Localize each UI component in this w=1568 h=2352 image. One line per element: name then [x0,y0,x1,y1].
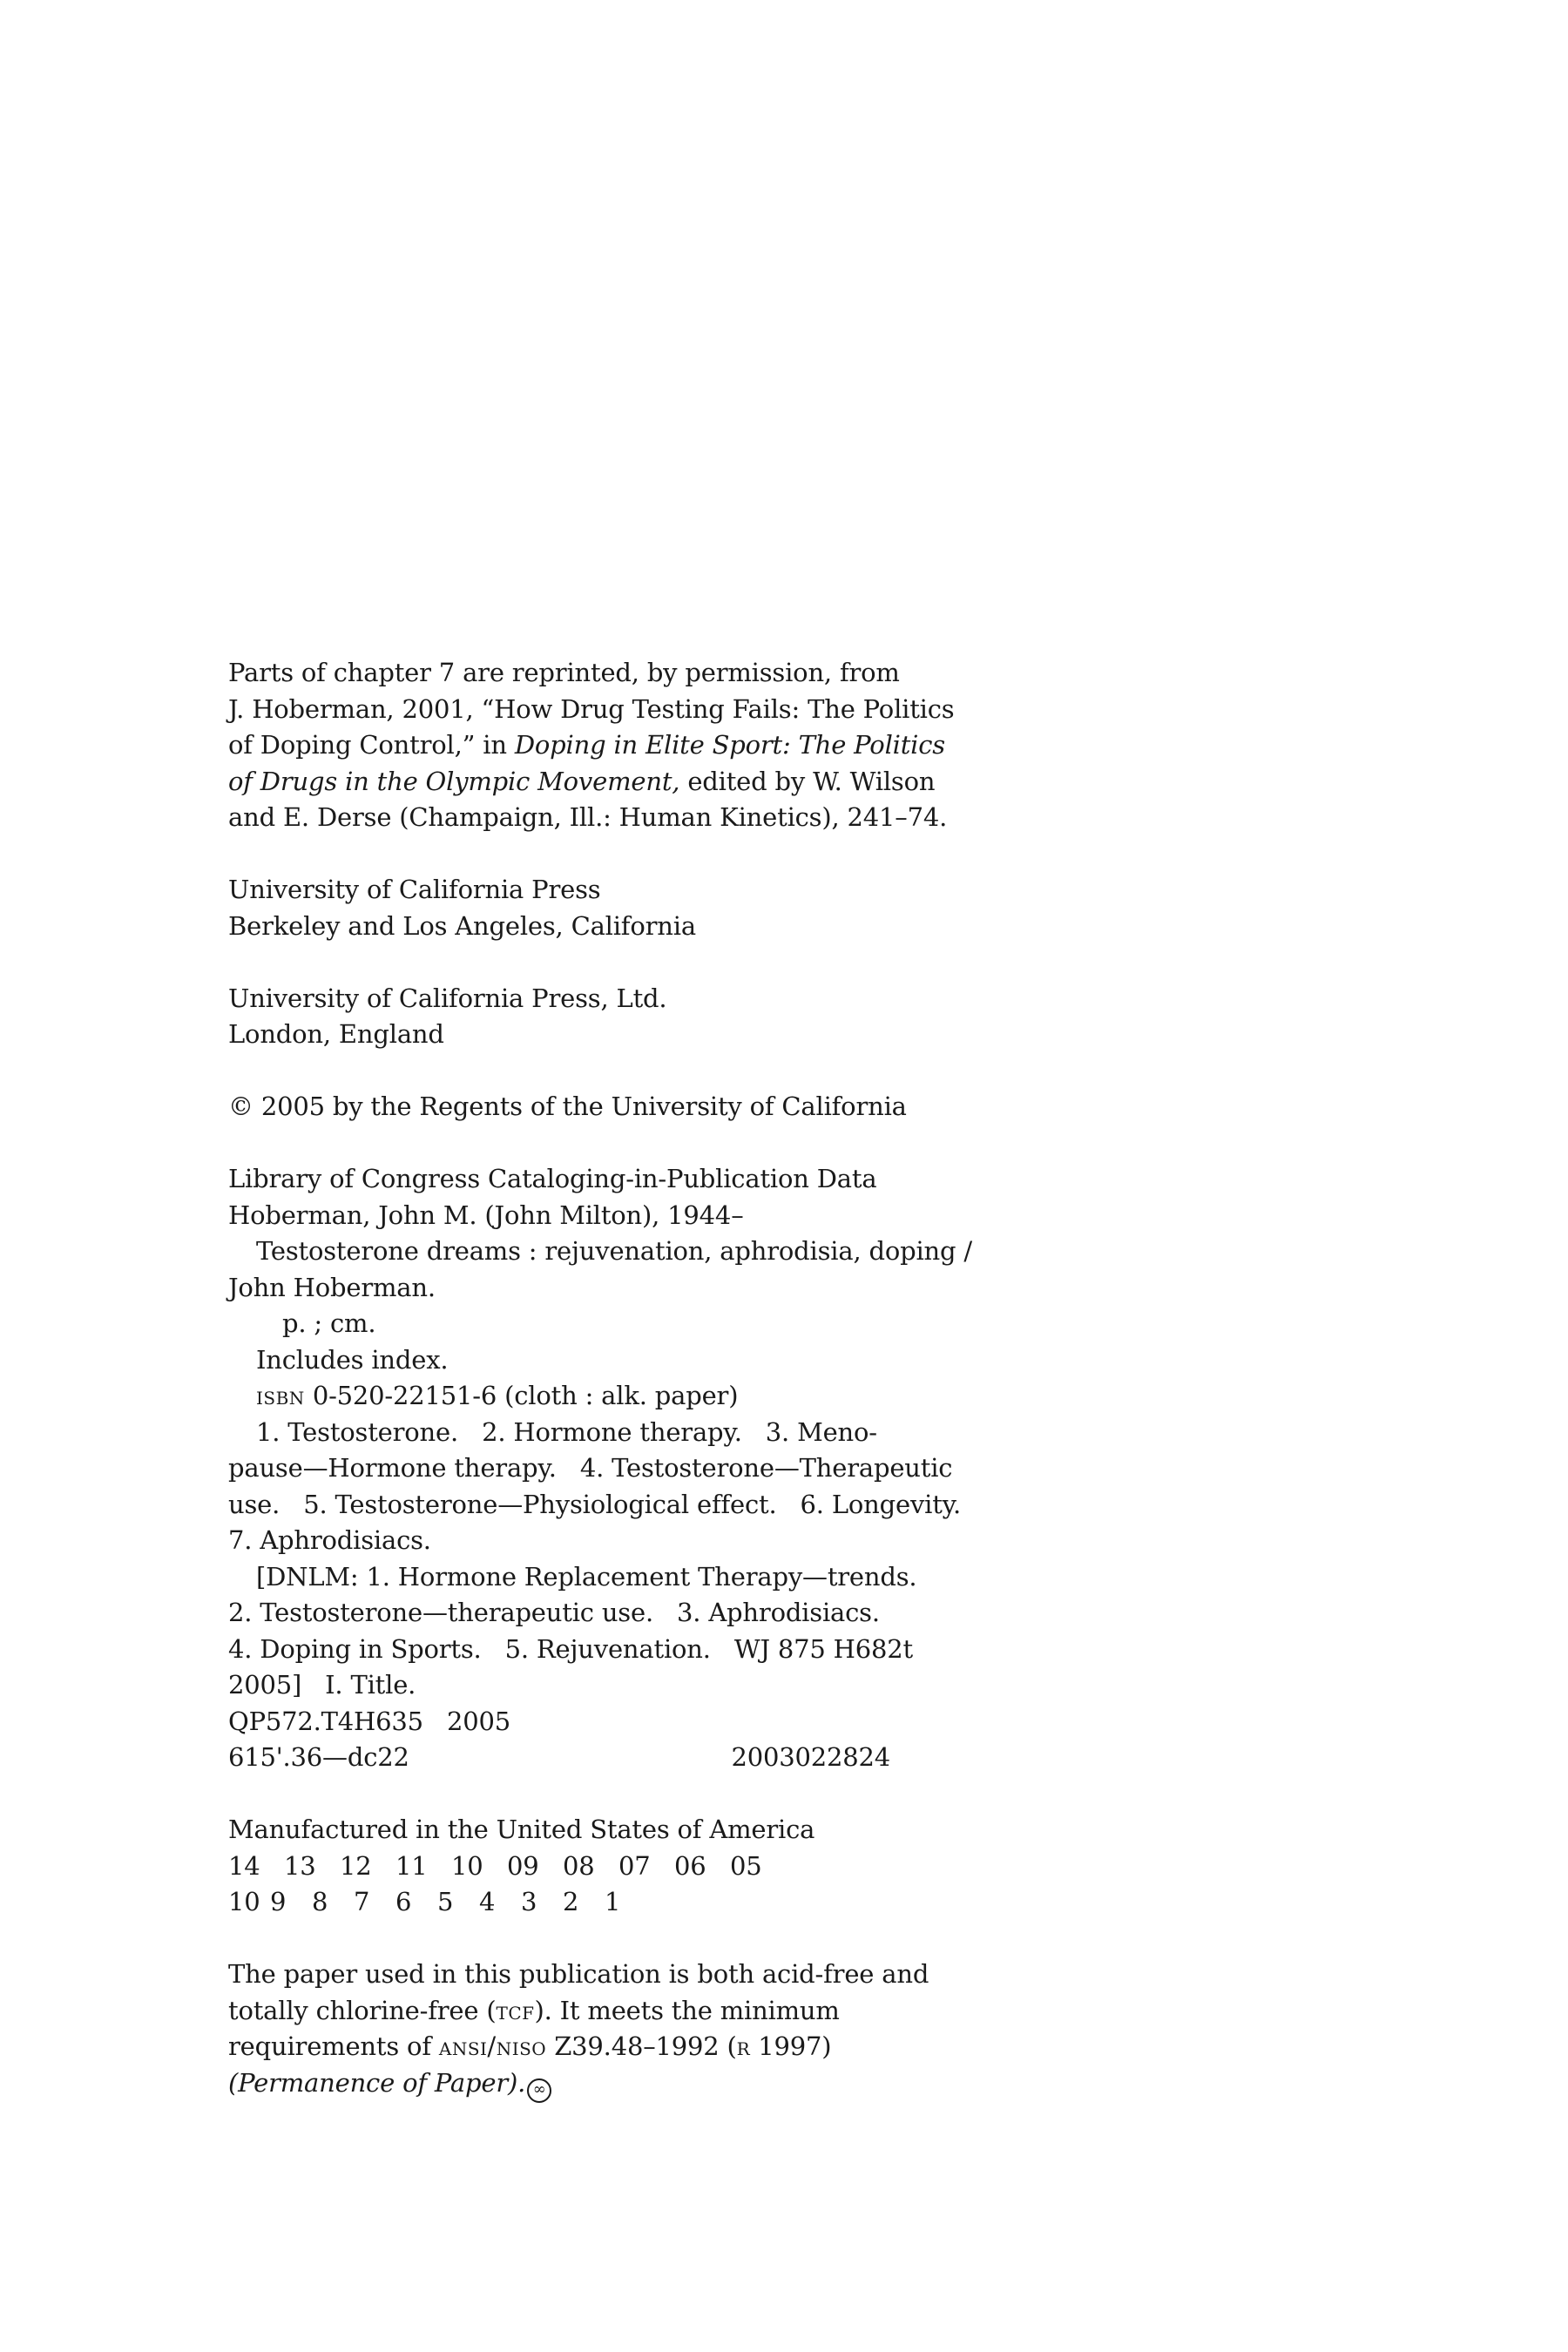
print-year: 05 [730,1850,762,1881]
cip-title: John Hoberman. [228,1272,436,1302]
book-title-italic: of Drugs in the Olympic Movement, [228,766,680,796]
print-number: 3 [521,1887,537,1916]
print-years-row [228,1848,890,1885]
manufacture-block [228,1812,890,1921]
print-year: 06 [674,1850,706,1881]
cip-pages: p. ; cm. [282,1308,376,1338]
cip-dewey-row [228,1740,890,1776]
cip-subject-line: pause—Hormone therapy. 4. Testosterone—Therapeutic [228,1453,953,1483]
paper-line: requirements of ansi/niso Z39.48–1992 (r 1997) [228,2031,832,2061]
cip-isbn: isbn 0-520-22151-6 (cloth : alk. paper) [256,1381,739,1410]
print-year: 09 [507,1850,539,1881]
print-numbers-row [228,1884,890,1921]
tcf-abbrev: tcf [496,1995,535,2025]
ansi-niso-abbrev: ansi/niso [438,2031,547,2061]
paper-line: totally chlorine-free (tcf). It meets the minimum [228,1995,840,2025]
cip-title: Testosterone dreams : rejuvenation, aphrodisia, doping / [256,1236,972,1266]
cip-lc-call-number: QP572.T4H635 2005 [228,1706,510,1736]
credits-line: Parts of chapter 7 are reprinted, by permission, from [228,658,900,687]
cip-dewey: 615'.36—dc22 [228,1742,409,1772]
print-number: 9 [270,1887,287,1916]
publisher-ltd-location: London, England [228,1019,444,1049]
cip-heading: Library of Congress Cataloging-in-Publication Data [228,1164,877,1193]
paper-line [228,2065,890,2102]
cip-subject-line: 7. Aphrodisiacs. [228,1525,431,1555]
permanence-italic: (Permanence of Paper). [228,2067,526,2098]
cip-block [228,1161,972,1776]
publisher-ltd-name: University of California Press, Ltd. [228,983,667,1013]
manufacture-text: Manufactured in the United States of America [228,1815,815,1844]
publisher-location: Berkeley and Los Angeles, California [228,910,696,941]
print-number: 6 [395,1887,412,1916]
cip-dnlm-line: [DNLM: 1. Hormone Replacement Therapy—trends. [256,1561,917,1592]
credits-line: J. Hoberman, 2001, “How Drug Testing Fails: The Politics [228,693,955,724]
print-number: 10 [228,1887,260,1916]
isbn-label: isbn [256,1381,305,1410]
print-number: 2 [563,1887,579,1916]
cip-index: Includes index. [256,1344,449,1375]
print-year: 07 [618,1850,651,1881]
cip-lccn: 2003022824 [731,1742,890,1772]
print-number: 1 [605,1887,621,1916]
print-year: 12 [340,1850,372,1881]
credits-line: of Drugs in the Olympic Movement, edited by W. Wilson [228,766,936,796]
print-year: 11 [395,1850,428,1881]
print-year: 10 [451,1850,483,1881]
credits-block [228,655,955,836]
print-number: 7 [354,1887,370,1916]
copyright-notice: © 2005 by the Regents of the University of California [228,1092,907,1121]
cip-dnlm-line: 2005] I. Title. [228,1670,416,1700]
print-number: 8 [312,1887,328,1916]
credits-line: of Doping Control,” in Doping in Elite Sport: The Politics [228,730,945,760]
cip-author: Hoberman, John M. (John Milton), 1944– [228,1200,744,1230]
print-number: 5 [437,1887,454,1916]
paper-line: The paper used in this publication is both acid-free and [228,1959,929,1989]
publisher-name: University of California Press [228,875,601,904]
r-abbrev: r [736,2031,751,2061]
print-year: 14 [228,1850,260,1881]
print-number: 4 [479,1887,496,1916]
paper-block [228,1957,929,2101]
print-year: 13 [284,1850,316,1881]
copyright-page [228,655,972,2101]
cip-dnlm-line: 2. Testosterone—therapeutic use. 3. Aphrodisiacs. [228,1598,880,1627]
permanence-infinity-icon: ∞ [527,2078,551,2103]
print-year: 08 [563,1850,595,1881]
cip-dnlm-line: 4. Doping in Sports. 5. Rejuvenation. WJ 875 H682t [228,1633,913,1664]
credits-line: and E. Derse (Champaign, Ill.: Human Kinetics), 241–74. [228,802,948,832]
cip-subject-line: 1. Testosterone. 2. Hormone therapy. 3. Meno- [256,1416,877,1447]
cip-subject-line: use. 5. Testosterone—Physiological effect. 6. Longevity. [228,1489,962,1519]
publisher-block [228,872,890,944]
publisher-ltd-block [228,981,890,1053]
book-title-italic: Doping in Elite Sport: The Politics [514,730,945,760]
